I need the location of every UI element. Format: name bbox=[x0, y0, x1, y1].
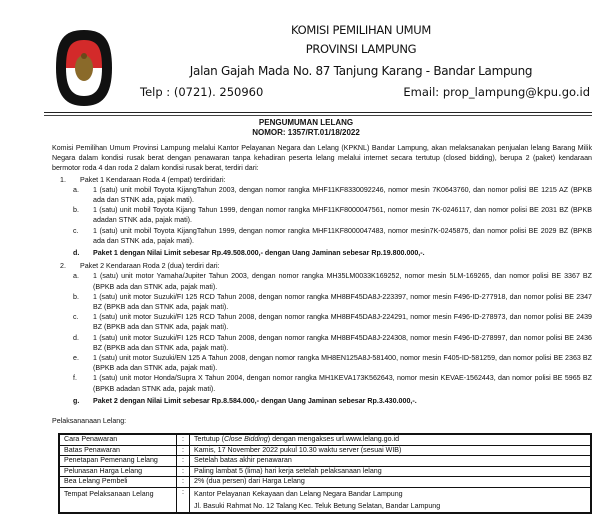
list-item bbox=[72, 333, 592, 353]
list-item bbox=[72, 205, 592, 225]
package-items bbox=[72, 185, 592, 258]
row-value-cell bbox=[190, 477, 592, 488]
item-letter: b. bbox=[73, 292, 79, 301]
list-item bbox=[72, 312, 592, 332]
item-text: Paket 2 dengan Nilai Limit sebesar Rp.8.584.000,- dengan Uang Jaminan sebesar Rp.3.430.000,-. bbox=[93, 396, 417, 405]
item-text: 1 (satu) unit motor Suzuki/FI 125 RCD Tahun 2008, dengan nomor rangka MH8BF45DA8J-223397, nomor mesin F496-ID-277918, dan nomor polisi BE 2347 BZ (BPKB ada dan STNK ada, pajak mati). bbox=[93, 292, 592, 312]
table-row bbox=[59, 445, 591, 456]
row-label: Batas Penawaran bbox=[59, 445, 177, 456]
document-body bbox=[52, 0, 592, 518]
package-summary bbox=[72, 248, 592, 258]
document-number: NOMOR: 1357/RT.01/18/2022 bbox=[252, 128, 360, 137]
list-item bbox=[72, 292, 592, 312]
list-item bbox=[72, 226, 592, 246]
item-text: 1 (satu) unit motor Suzuki/FI 125 RCD Tahun 2008, dengan nomor rangka MH8BF45DA8J-224308, nomor mesin F496-ID-278997, dan nomor polisi BE 2436 BZ (BPKB ada dan STNK ada, pajak mati). bbox=[93, 333, 592, 352]
list-item bbox=[72, 353, 592, 373]
package-number: 1. bbox=[60, 175, 66, 184]
row-label: Penetapan Pemenang Lelang bbox=[59, 456, 177, 467]
item-text: 1 (satu) unit mobil Toyota KijangTahun 1999, dengan nomor rangka MHF11KF8000047483, nomor mesin7K-0245875, dan nomor polisi BE 2029 BZ (BPKB ada dan STNK ada, pajak mati). bbox=[93, 226, 592, 245]
row-label: Pelunasan Harga Lelang bbox=[59, 466, 177, 477]
row-label: Tempat Pelaksanaan Lelang bbox=[59, 487, 177, 513]
package-summary bbox=[72, 396, 592, 406]
table-row bbox=[59, 466, 591, 477]
org-phone: Telp : (0721). 250960 bbox=[140, 85, 264, 99]
item-text: 1 (satu) unit motor Suzuki/FI 125 RCD Tahun 2008, dengan nomor rangka MH8BF45DA8J-224291, nomor mesin F496-ID-278973, dan nomor polisi BE 2439 BZ (BPKB ada dan STNK ada, pajak mati). bbox=[93, 313, 592, 332]
table-row bbox=[59, 487, 591, 513]
item-letter: d. bbox=[73, 249, 80, 258]
table-row bbox=[59, 456, 591, 467]
row-value-cell bbox=[190, 445, 592, 456]
row-separator: : bbox=[177, 487, 190, 513]
item-letter: d. bbox=[73, 333, 79, 342]
row-value: Kamis, 17 November 2022 pukul 10.30 waktu server (sesuai WIB) bbox=[194, 445, 402, 454]
title-text: PENGUMUMAN LELANG bbox=[258, 118, 354, 127]
item-letter: a. bbox=[73, 185, 79, 194]
package-heading bbox=[52, 261, 592, 271]
row-label: Bea Lelang Pembeli bbox=[59, 477, 177, 488]
org-email: Email: prop_lampung@kpu.go.id bbox=[403, 85, 590, 99]
row-value-cell bbox=[190, 434, 592, 445]
intro-paragraph: Komisi Pemilihan Umum Provinsi Lampung melalui Kantor Pelayanan Negara dan Lelang (KPKNL) Bandar Lampung, akan melaksanakan penjualan lelang Barang Milik Negara dalam kondisi rusak berat dengan penawaran tanpa kehadiran peserta lelang melalui internet secara tertutup (closed bidding), berupa 2 (paket) kendaraan bermotor roda 4 dan roda 2 dalam kondisi rusak berat, terdiri dari: bbox=[52, 144, 592, 173]
item-text: 1 (satu) unit mobil Toyota KijangTahun 2003, dengan nomor rangka MHF11KF8330092246, nomor mesin 7K0643760, dan nomor polisi BE 1215 AZ (BPKB ada dan STNK ada, pajak mati). bbox=[93, 185, 592, 205]
row-separator: : bbox=[177, 456, 190, 467]
row-value-cell bbox=[190, 466, 592, 477]
value-post: ) dengan mengakses url.www.lelang.go.id bbox=[267, 435, 400, 444]
row-value-cell bbox=[190, 487, 592, 513]
row-separator: : bbox=[177, 477, 190, 488]
table-row bbox=[59, 477, 591, 488]
packages-list bbox=[52, 175, 592, 406]
row-value: 2% (dua persen) dari Harga Lelang bbox=[194, 477, 305, 486]
row-separator: : bbox=[177, 466, 190, 477]
row-separator: : bbox=[177, 445, 190, 456]
item-text: 1 (satu) unit motor Honda/Supra X Tahun 2004, dengan nomor rangka MH1KEVA173K562643, nomor mesin KEVAE-1562443, dan nomor polisi BE 5965 BZ (BPKB adadan STNK ada, pajak mati). bbox=[93, 374, 592, 393]
package-title: Paket 1 Kendaraan Roda 4 (empat) terdiridari: bbox=[80, 175, 226, 184]
row-value: Paling lambat 5 (lima) hari kerja setelah pelaksanaan lelang bbox=[194, 466, 382, 475]
package-title: Paket 2 Kendaraan Roda 2 (dua) terdiri dari: bbox=[80, 262, 220, 271]
auction-details-table bbox=[58, 433, 592, 514]
org-name: KOMISI PEMILIHAN UMUM bbox=[290, 23, 432, 37]
item-letter: g. bbox=[73, 396, 80, 405]
org-province: PROVINSI LAMPUNG bbox=[305, 42, 417, 56]
org-address: Jalan Gajah Mada No. 87 Tanjung Karang - Bandar Lampung bbox=[189, 64, 533, 78]
row-label: Cara Penawaran bbox=[59, 434, 177, 445]
value-em: Close Bidding bbox=[223, 435, 268, 444]
row-value: Setelah batas akhir penawaran bbox=[194, 456, 292, 465]
list-item bbox=[72, 373, 592, 393]
list-item bbox=[72, 271, 592, 291]
item-text: Paket 1 dengan Nilai Limit sebesar Rp.49.508.000,- dengan Uang Jaminan sebesar Rp.19.800.000,-. bbox=[93, 249, 425, 258]
list-item bbox=[72, 185, 592, 205]
row-value-cell bbox=[190, 456, 592, 467]
item-letter: e. bbox=[73, 354, 79, 363]
package-number: 2. bbox=[60, 262, 66, 271]
item-letter: f. bbox=[73, 374, 77, 383]
package-heading bbox=[52, 175, 592, 185]
item-letter: c. bbox=[73, 226, 79, 235]
table-row bbox=[59, 434, 591, 445]
value-pre: Tertutup ( bbox=[194, 435, 224, 444]
item-text: 1 (satu) unit motor Suzuki/EN 125 A Tahun 2008, dengan nomor rangka MH8EN125A8J-581400, nomor mesin F405-ID-581259, dan nomor polisi BE 2363 BZ (BPKB ada dan STNK ada, pajak mati). bbox=[93, 354, 592, 373]
package-items bbox=[72, 271, 592, 406]
row-value: Kantor Pelayanan Kekayaan dan Lelang Negara Bandar Lampung bbox=[194, 489, 403, 498]
item-letter: c. bbox=[73, 313, 79, 322]
item-text: 1 (satu) unit motor Yamaha/Jupiter Tahun 2003, dengan nomor rangka MH35LM0033K169252, nomor mesin 5LM-169265, dan nomor polisi BE 3367 BZ (BPKB ada dan STNK ada, pajak mati). bbox=[93, 272, 592, 291]
item-text: 1 (satu) unit mobil Toyota Kijang Tahun 1999, dengan nomor rangka MHF11KF8000047561, nomor mesin 7K-0246117, dan nomor polisi BE 2031 BZ (BPKB adadan STNK ada, pajak mati). bbox=[93, 206, 592, 225]
item-letter: a. bbox=[73, 272, 79, 281]
row-separator: : bbox=[177, 434, 190, 445]
execution-label: Pelaksananaan Lelang: bbox=[52, 417, 127, 426]
row-value-line2: Jl. Basuki Rahmat No. 12 Talang Kec. Teluk Betung Selatan, Bandar Lampung bbox=[194, 501, 441, 510]
item-letter: b. bbox=[73, 206, 79, 215]
